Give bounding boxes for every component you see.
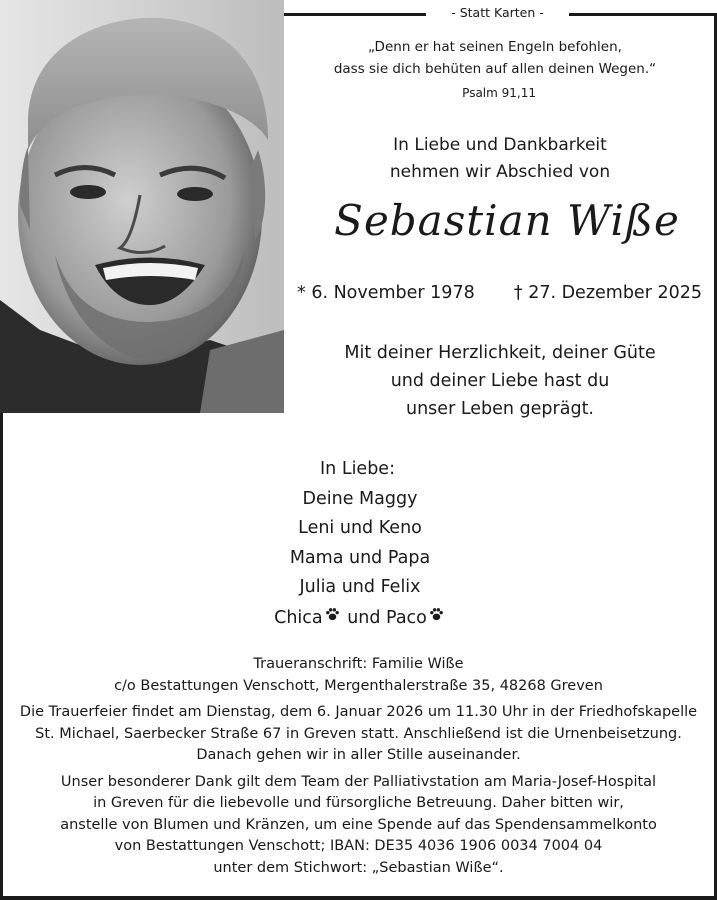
- mourner-pets: [240, 603, 480, 633]
- deceased-name: Sebastian Wiße: [334, 196, 680, 245]
- funeral-info: [12, 654, 705, 879]
- birth-date: * 6. November 1978: [297, 283, 475, 303]
- bottom-border: [0, 896, 717, 900]
- paw-icon: [325, 603, 340, 633]
- thanks-line: in Greven für die liebevolle und fürsorgliche Betreuung. Daher bitten wir,: [93, 795, 624, 811]
- mourner: Leni und Keno: [298, 518, 422, 538]
- top-rule-right: [569, 13, 717, 16]
- mourners-list: [240, 455, 480, 633]
- service-line: Die Trauerfeier findet am Dienstag, dem 6. Januar 2026 um 11.30 Uhr in der Friedhofskapelle: [19, 704, 698, 720]
- mourner: Deine Maggy: [302, 488, 418, 509]
- mourner: Mama und Papa: [289, 547, 431, 568]
- address-line: Traueranschrift: Familie Wiße: [253, 656, 464, 672]
- pet-name: Chica: [274, 607, 323, 628]
- tribute-line: und deiner Liebe hast du: [390, 371, 610, 391]
- header-label: - Statt Karten -: [451, 5, 544, 20]
- quote-line: „Denn er hat seinen Engeln befohlen,: [368, 39, 622, 55]
- life-dates: [297, 283, 702, 303]
- tribute-text: [300, 339, 700, 423]
- intro-line: nehmen wir Abschied von: [389, 162, 611, 182]
- service-line: St. Michael, Saerbecker Straße 67 in Greven statt. Anschließend ist die Urnenbeisetzung.: [35, 725, 682, 742]
- left-border: [0, 413, 3, 900]
- tribute-line: Mit deiner Herzlichkeit, deiner Güte: [344, 343, 656, 363]
- thanks-line: unter dem Stichwort: „Sebastian Wiße“.: [213, 859, 504, 876]
- quote-source: Psalm 91,11: [462, 86, 536, 100]
- quote-line: dass sie dich behüten auf allen deinen Wegen.“: [333, 61, 657, 77]
- thanks-line: anstelle von Blumen und Kränzen, um eine Spende auf das Spendensammelkonto: [60, 816, 657, 833]
- portrait-photo: [0, 0, 284, 413]
- mourner: Julia und Felix: [299, 577, 421, 597]
- service-line: Danach gehen wir in aller Stille auseinander.: [196, 747, 521, 763]
- top-rule-left: [284, 13, 426, 16]
- intro-text: [300, 132, 700, 186]
- tribute-line: unser Leben geprägt.: [406, 399, 594, 419]
- intro-line: In Liebe und Dankbarkeit: [393, 135, 607, 155]
- pet-name: und Paco: [341, 607, 427, 628]
- mourners-heading: In Liebe:: [320, 459, 395, 479]
- death-date: † 27. Dezember 2025: [513, 283, 702, 303]
- bible-quote: [300, 36, 690, 80]
- thanks-line: von Bestattungen Venschott; IBAN: DE35 4036 1906 0034 7004 04: [114, 838, 603, 854]
- paw-icon: [429, 603, 444, 633]
- address-line: c/o Bestattungen Venschott, Mergenthalerstraße 35, 48268 Greven: [114, 677, 603, 694]
- thanks-line: Unser besonderer Dank gilt dem Team der Palliativstation am Maria-Josef-Hospital: [60, 773, 657, 790]
